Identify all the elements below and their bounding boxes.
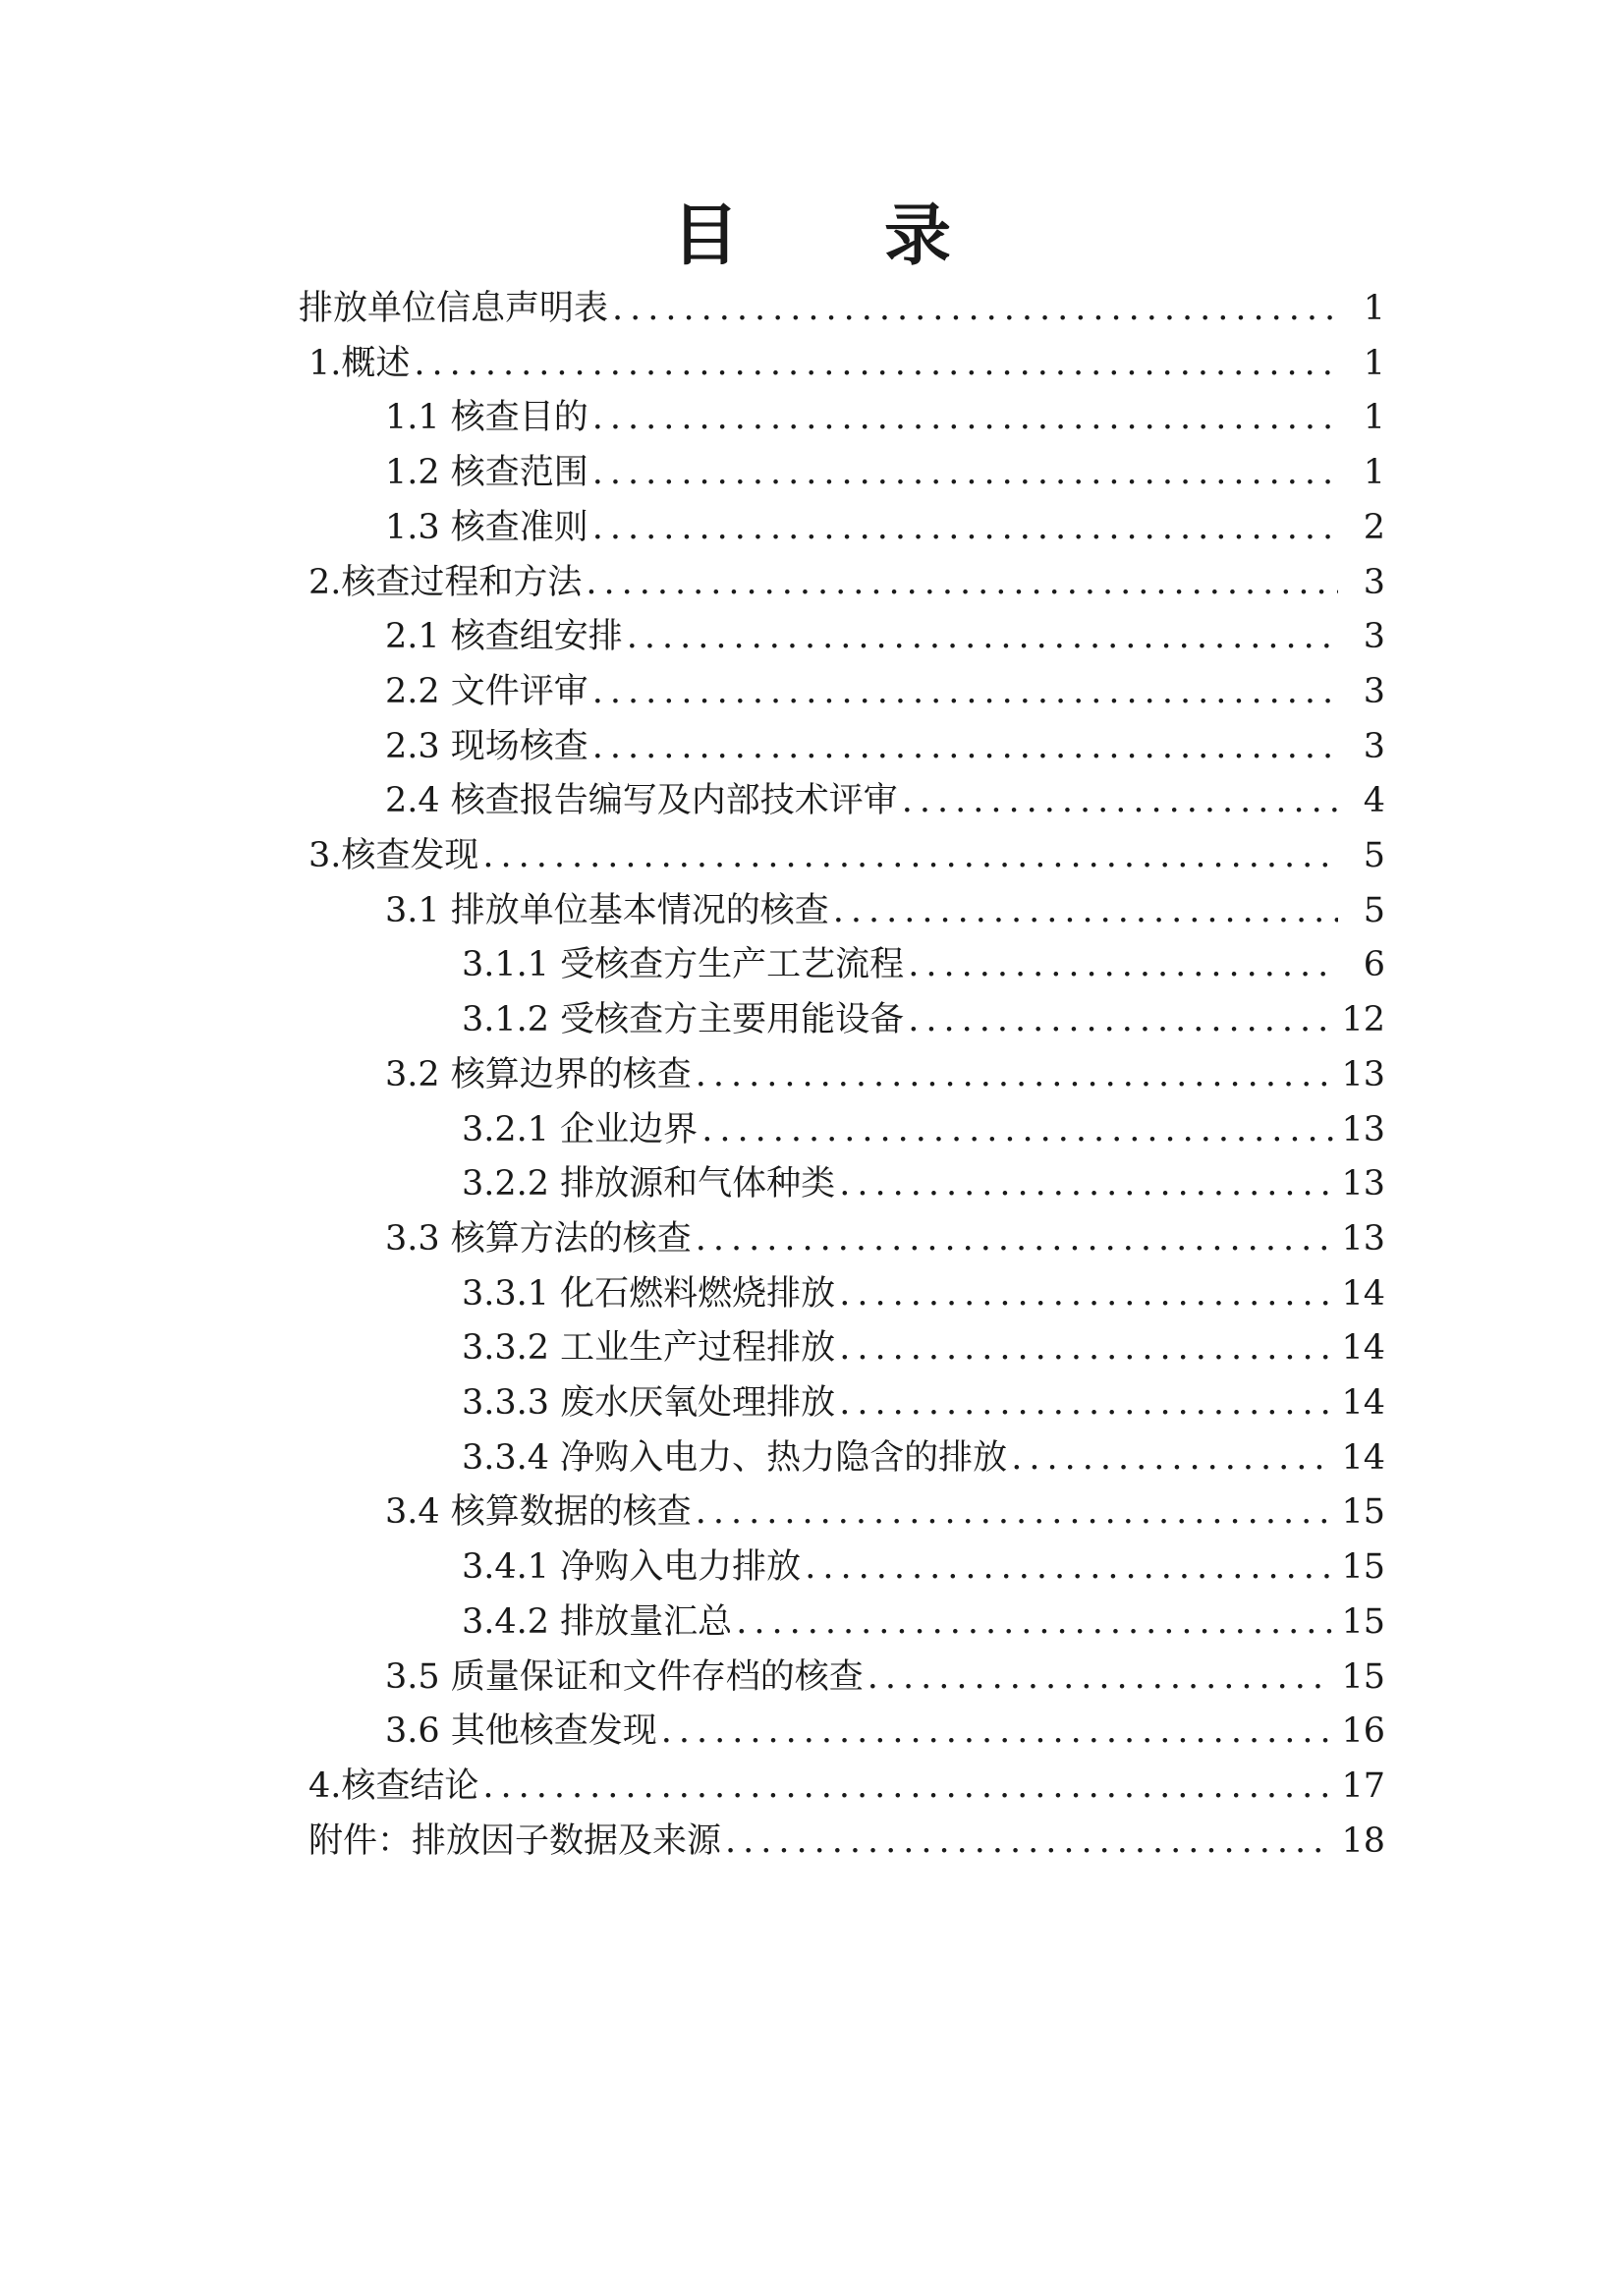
toc-entry-page-number: 3 <box>1363 617 1385 657</box>
toc-entry-page-number: 13 <box>1341 1218 1385 1259</box>
toc-dot-leader <box>701 1102 1333 1157</box>
toc-entry-page-number: 13 <box>1341 1109 1385 1149</box>
toc-entry[interactable] <box>462 1595 1385 1650</box>
toc-dot-leader <box>833 883 1338 938</box>
toc-entry-page-number: 2 <box>1363 507 1385 547</box>
toc-dot-leader <box>839 1375 1333 1430</box>
toc-entry-label: 3.4.2 排放量汇总 <box>462 1601 733 1642</box>
toc-entry-page-number: 14 <box>1341 1437 1385 1478</box>
toc-entry-label: 3.3.2 工业生产过程排放 <box>462 1328 836 1369</box>
toc-entry[interactable] <box>462 992 1385 1047</box>
toc-entry-label: 3.2 核算边界的核查 <box>385 1054 692 1094</box>
toc-entry-label: 3.5 质量保证和文件存档的核查 <box>385 1656 864 1697</box>
toc-entry[interactable] <box>385 1211 1385 1266</box>
toc-entry-page-number: 15 <box>1341 1656 1385 1697</box>
toc-entry[interactable] <box>462 1266 1385 1321</box>
toc-dot-leader <box>867 1650 1334 1705</box>
toc-entry-page-number: 13 <box>1341 1164 1385 1204</box>
toc-entry-label: 3.核查发现 <box>308 836 479 875</box>
toc-entry-label: 2.1 核查组安排 <box>385 617 623 657</box>
toc-entry[interactable] <box>385 664 1385 719</box>
toc-entry-label: 2.3 现场核查 <box>385 726 588 766</box>
toc-entry[interactable] <box>385 445 1385 500</box>
toc-entry[interactable] <box>462 1430 1385 1485</box>
toc-entry[interactable] <box>385 609 1385 664</box>
toc-entry[interactable] <box>308 555 1385 610</box>
toc-entry-page-number: 5 <box>1363 890 1385 930</box>
toc-entry[interactable] <box>462 1156 1385 1211</box>
toc-dot-leader <box>592 445 1338 500</box>
toc-entry-page-number: 1 <box>1363 453 1385 493</box>
toc-entry[interactable] <box>385 719 1385 774</box>
toc-entry-label: 1.3 核查准则 <box>385 507 588 547</box>
page-title: 目 录 <box>671 197 990 275</box>
toc-entry-page-number: 14 <box>1341 1328 1385 1369</box>
toc-entry-label: 1.2 核查范围 <box>385 453 588 493</box>
toc-dot-leader <box>482 828 1338 883</box>
toc-dot-leader <box>612 281 1338 336</box>
toc-entry-label: 3.1.2 受核查方主要用能设备 <box>462 1000 905 1040</box>
toc-entry-page-number: 17 <box>1341 1765 1385 1806</box>
toc-entry[interactable] <box>385 773 1385 828</box>
toc-entry-page-number: 18 <box>1341 1820 1385 1861</box>
toc-entry[interactable] <box>462 1320 1385 1375</box>
toc-dot-leader <box>586 555 1338 610</box>
toc-entry-page-number: 3 <box>1363 562 1385 602</box>
toc-dot-leader <box>661 1704 1334 1759</box>
toc-entry-label: 3.1.1 受核查方生产工艺流程 <box>462 945 905 985</box>
toc-entry[interactable] <box>385 1484 1385 1540</box>
toc-entry-label: 3.3.3 废水厌氧处理排放 <box>462 1383 836 1423</box>
toc-dot-leader <box>839 1320 1333 1375</box>
toc-dot-leader <box>592 719 1338 774</box>
toc-dot-leader <box>592 500 1338 555</box>
toc-entry-label: 1.1 核查目的 <box>385 398 588 438</box>
toc-dot-leader <box>839 1266 1333 1321</box>
toc-entry-page-number: 3 <box>1363 726 1385 766</box>
toc-dot-leader <box>908 992 1333 1047</box>
toc-entry-page-number: 15 <box>1341 1547 1385 1588</box>
toc-entry-page-number: 16 <box>1341 1711 1385 1752</box>
toc-entry-page-number: 6 <box>1363 945 1385 985</box>
toc-entry-page-number: 12 <box>1341 1000 1385 1040</box>
toc-entry-label: 1.概述 <box>308 343 411 383</box>
toc-dot-leader <box>1011 1430 1333 1485</box>
toc-dot-leader <box>805 1540 1333 1595</box>
toc-entry-label: 3.4.1 净购入电力排放 <box>462 1547 802 1588</box>
toc-dot-leader <box>902 773 1338 828</box>
toc-entry[interactable] <box>385 1047 1385 1102</box>
toc-entry-label: 3.1 排放单位基本情况的核查 <box>385 890 829 930</box>
toc-dot-leader <box>592 390 1338 445</box>
toc-entry-page-number: 4 <box>1363 781 1385 821</box>
toc-dot-leader <box>725 1814 1333 1869</box>
toc-entry[interactable] <box>462 1375 1385 1430</box>
toc-dot-leader <box>696 1047 1334 1102</box>
toc-dot-leader <box>736 1595 1333 1650</box>
toc-entry[interactable] <box>308 336 1385 391</box>
toc-entry-page-number: 1 <box>1363 289 1385 328</box>
toc-entry-label: 4.核查结论 <box>308 1765 479 1806</box>
toc-entry[interactable] <box>385 500 1385 555</box>
toc-entry[interactable] <box>299 281 1385 336</box>
toc-entry-page-number: 13 <box>1341 1054 1385 1094</box>
toc-entry-page-number: 14 <box>1341 1273 1385 1314</box>
toc-entry[interactable] <box>385 883 1385 938</box>
toc-dot-leader <box>839 1156 1333 1211</box>
toc-entry[interactable] <box>308 1759 1385 1814</box>
toc-entry-label: 2.2 文件评审 <box>385 671 588 711</box>
toc-entry-label: 3.3.1 化石燃料燃烧排放 <box>462 1273 836 1314</box>
toc-entry[interactable] <box>462 1540 1385 1595</box>
toc-entry-label: 3.2.2 排放源和气体种类 <box>462 1164 836 1204</box>
toc-entry[interactable] <box>462 1102 1385 1157</box>
table-of-contents <box>0 281 1623 1902</box>
toc-entry-label: 附件：排放因子数据及来源 <box>308 1820 722 1861</box>
toc-dot-leader <box>696 1484 1334 1540</box>
toc-entry[interactable] <box>385 1650 1385 1705</box>
toc-entry-label: 3.6 其他核查发现 <box>385 1711 657 1752</box>
toc-entry[interactable] <box>385 390 1385 445</box>
toc-entry-page-number: 1 <box>1363 343 1385 383</box>
toc-entry[interactable] <box>385 1704 1385 1759</box>
toc-entry[interactable] <box>308 828 1385 883</box>
toc-entry-page-number: 5 <box>1363 836 1385 875</box>
toc-entry-label: 2.4 核查报告编写及内部技术评审 <box>385 781 898 821</box>
toc-entry-page-number: 15 <box>1341 1492 1385 1533</box>
toc-dot-leader <box>482 1759 1333 1814</box>
toc-entry-page-number: 3 <box>1363 671 1385 711</box>
toc-entry-page-number: 1 <box>1363 398 1385 438</box>
toc-entry-label: 排放单位信息声明表 <box>299 289 609 328</box>
toc-entry-page-number: 15 <box>1341 1601 1385 1642</box>
toc-entry-label: 3.4 核算数据的核查 <box>385 1492 692 1533</box>
toc-dot-leader <box>627 609 1338 664</box>
toc-dot-leader <box>696 1211 1334 1266</box>
toc-entry[interactable] <box>462 937 1385 992</box>
toc-entry-label: 3.3.4 净购入电力、热力隐含的排放 <box>462 1437 1008 1478</box>
toc-dot-leader <box>414 336 1338 391</box>
toc-entry-label: 3.3 核算方法的核查 <box>385 1218 692 1259</box>
toc-entry[interactable] <box>308 1814 1385 1869</box>
toc-dot-leader <box>592 664 1338 719</box>
toc-entry-page-number: 14 <box>1341 1383 1385 1423</box>
toc-entry-label: 2.核查过程和方法 <box>308 562 583 602</box>
toc-dot-leader <box>908 937 1338 992</box>
toc-entry-label: 3.2.1 企业边界 <box>462 1109 699 1149</box>
